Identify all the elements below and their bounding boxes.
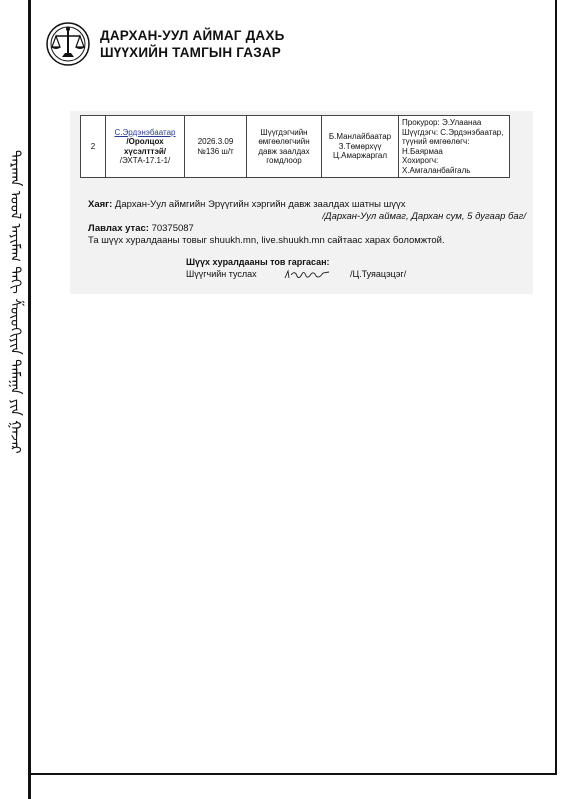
judge-1: Б.Манлайбаатар xyxy=(328,132,392,142)
judge-2: З.Төмөрхүү xyxy=(338,141,382,151)
signature-title: Шүүх хуралдааны тов гаргасан: xyxy=(186,257,330,267)
court-emblem-icon xyxy=(42,20,94,68)
address-block xyxy=(88,199,528,247)
signer-name: /Ц.Туяацэцэг/ xyxy=(350,269,407,279)
cell-date xyxy=(185,116,247,178)
page-border-left xyxy=(28,0,31,799)
address-line xyxy=(88,199,528,211)
participant-line: Хохирогч: Х.Амгаланбайгаль xyxy=(402,156,471,175)
hearing-date: 2026.3.09 xyxy=(197,137,234,146)
party-code: /ЭХТА-17.1-1/ xyxy=(119,156,171,165)
cell-hearing-type: Шүүгдэгчийн өмгөөлөгчийн давж заалдах гомдлоор xyxy=(247,116,322,178)
phone-label: Лавлах утас: xyxy=(88,223,149,234)
judge-3: Ц.Амаржаргал xyxy=(333,151,387,161)
page-border-right xyxy=(555,0,557,775)
vertical-script-text: ᠳᠠᠷᠬᠠᠨ ᠤᠤᠯ ᠠᠶᠢᠮᠠᠭ ᠳᠠᠬᠢ ᠱᠦᠦᠬᠢᠶᠢᠨ ᠲᠠᠮᠠᠭᠠ ᠶᠢᠨ ᠭᠠᠵᠠᠷ xyxy=(7,150,23,454)
letterhead xyxy=(42,20,285,68)
table-row xyxy=(81,116,510,178)
participant-line: Прокурор: Э.Улаанаа xyxy=(402,118,482,127)
handwritten-signature xyxy=(283,268,333,282)
org-line-2: ШҮҮХИЙН ТАМГЫН ГАЗАР xyxy=(100,45,282,60)
cell-participants xyxy=(399,116,510,178)
party-name-link[interactable]: С.Эрдэнэбаатар xyxy=(114,127,176,137)
org-line-1: ДАРХАН-УУЛ АЙМАГ ДАХЬ xyxy=(100,28,285,43)
signer-role: Шүүгчийн туслах xyxy=(186,269,257,279)
organization-name xyxy=(100,27,285,61)
participant-line: Н.Баярмаа xyxy=(402,146,443,156)
hearing-schedule-table xyxy=(80,115,510,178)
cell-party xyxy=(106,116,185,178)
participant-line: түүний өмгөөлөгч: xyxy=(402,137,470,146)
participant-line: Шүүгдэгч: С.Эрдэнэбаатар, xyxy=(402,127,504,137)
cell-judges xyxy=(322,116,399,178)
website-note: Та шүүх хуралдааны товыг shuukh.mn, live.shuukh.mn сайтаас харах боломжтой. xyxy=(88,235,445,246)
cell-number: 2 xyxy=(81,116,106,178)
phone-line xyxy=(88,223,528,235)
party-role: /Оролцох хүсэлттэй/ xyxy=(123,137,167,156)
address-location: /Дархан-Уул аймаг, Дархан сум, 5 дугаар баг/ xyxy=(322,211,526,222)
address-label: Хаяг: xyxy=(88,199,113,210)
address-text: Дархан-Уул аймгийн Эрүүгийн хэргийн давж заалдах шатны шүүх xyxy=(112,199,406,210)
phone-number: 70375087 xyxy=(148,223,194,234)
vertical-mongolian-script xyxy=(4,150,26,590)
page-border-bottom xyxy=(28,773,557,775)
hearing-room: №136 ш/т xyxy=(197,146,234,156)
